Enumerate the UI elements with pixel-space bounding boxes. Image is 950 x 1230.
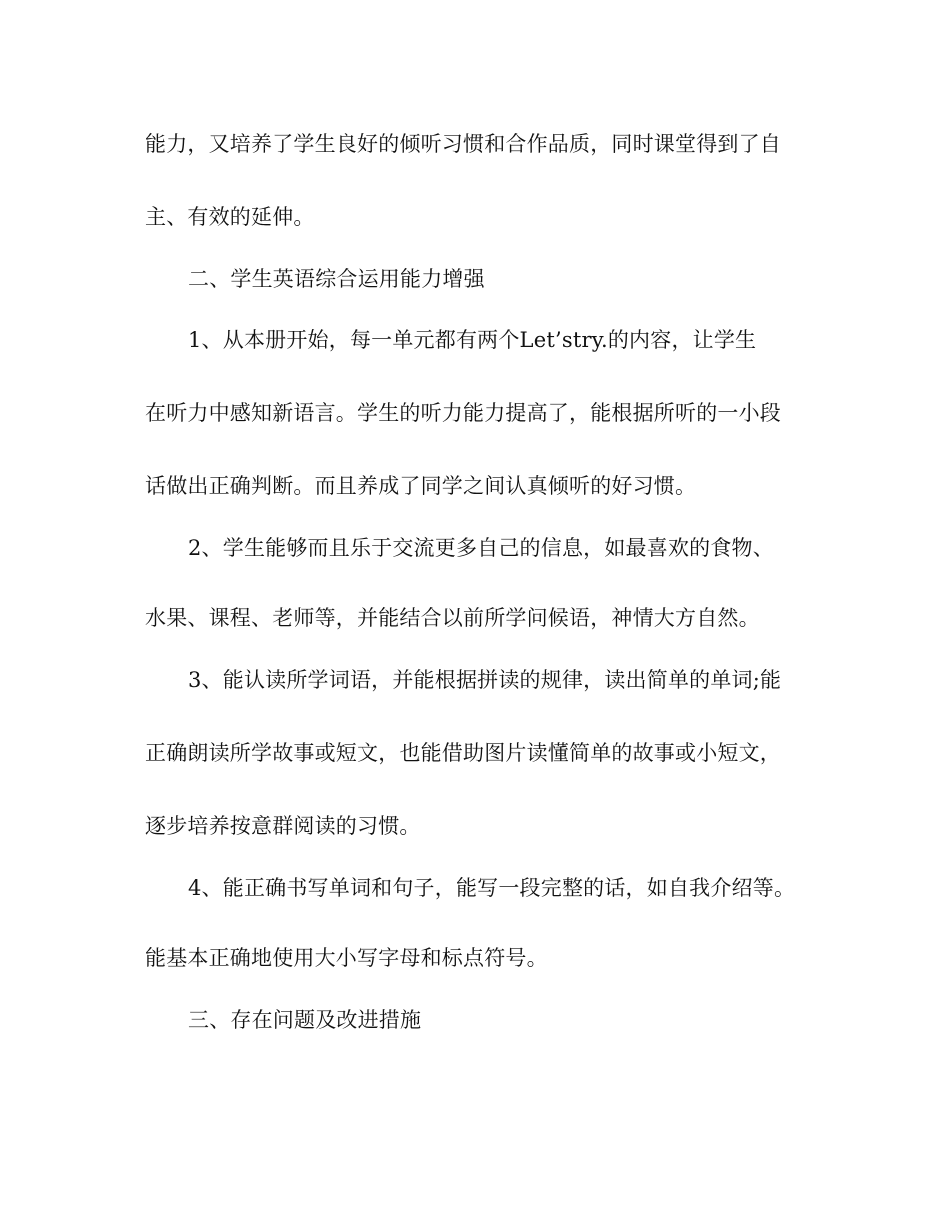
text-line: 4、能正确书写单词和句子，能写一段完整的话，如自我介绍等。	[188, 876, 796, 900]
text-line: 能基本正确地使用大小写字母和标点符号。	[145, 946, 548, 970]
text-line: 能力，又培养了学生良好的倾听习惯和合作品质，同时课堂得到了自	[145, 132, 781, 156]
section-heading: 三、存在问题及改进措施	[188, 1008, 422, 1032]
text-line: 逐步培养按意群阅读的习惯。	[145, 814, 421, 838]
text-line: 1、从本册开始，每一单元都有两个Let’stry.的内容，让学生	[188, 328, 757, 352]
section-heading: 二、学生英语综合运用能力增强	[188, 267, 485, 291]
text-line: 在听力中感知新语言。学生的听力能力提高了，能根据所听的一小段	[145, 401, 781, 425]
text-line: 主、有效的延伸。	[145, 205, 315, 229]
text-line: 正确朗读所学故事或短文，也能借助图片读懂简单的故事或小短文，	[145, 741, 781, 765]
text-line: 3、能认读所学词语，并能根据拼读的规律，读出简单的单词;能	[188, 668, 782, 692]
text-line: 水果、课程、老师等，并能结合以前所学问候语，神情大方自然。	[145, 606, 760, 630]
text-line: 2、学生能够而且乐于交流更多自己的信息，如最喜欢的食物、	[188, 536, 774, 560]
text-line: 话做出正确判断。而且养成了同学之间认真倾听的好习惯。	[145, 474, 697, 498]
